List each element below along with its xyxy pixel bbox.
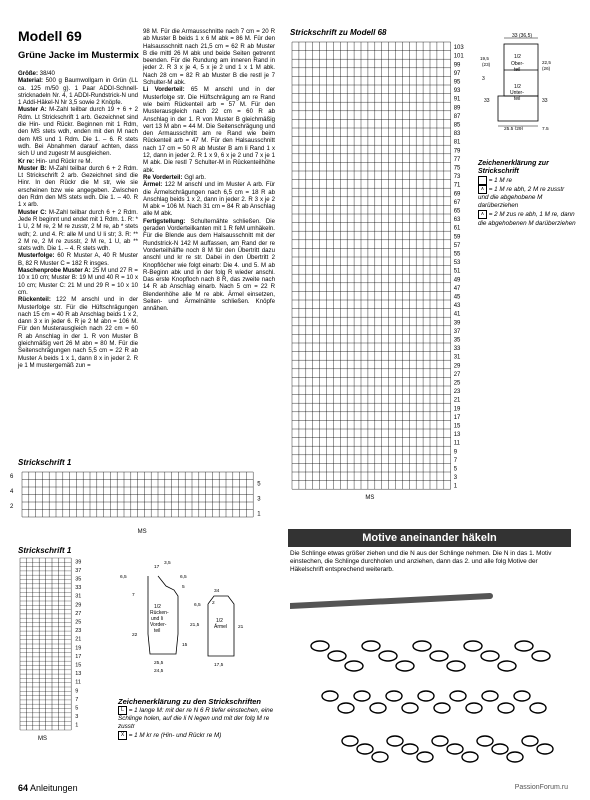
crochet-illustration xyxy=(290,586,572,776)
schematic-label: 1/2 xyxy=(514,84,521,90)
row-number: 103 xyxy=(453,45,464,52)
row-number: 19 xyxy=(75,645,82,652)
chain-stitch xyxy=(345,661,363,671)
ms-label: MS xyxy=(365,495,375,502)
row-number: 3 xyxy=(75,714,79,721)
chart68-grid xyxy=(290,38,476,514)
chain-stitch xyxy=(402,703,418,713)
chain-stitch xyxy=(492,744,508,754)
row-number: 5 xyxy=(257,481,261,488)
chain-stitch xyxy=(447,661,465,671)
legend-item: = 1 M re xyxy=(478,176,576,185)
chain-stitch xyxy=(464,641,482,651)
schematic-label: Rücken- xyxy=(150,610,169,616)
schematic-label: 25,5 (29) xyxy=(504,127,524,130)
chain-stitch xyxy=(362,641,380,651)
chart1-top-grid xyxy=(8,470,278,536)
schematic-label: 5 xyxy=(182,585,185,590)
paragraph-label: Re Vorderteil: xyxy=(143,173,183,181)
chain-stitch xyxy=(482,691,498,701)
row-number: 31 xyxy=(453,354,461,361)
row-number: 23 xyxy=(453,389,461,396)
row-number: 81 xyxy=(453,139,461,146)
row-number: 101 xyxy=(453,53,464,60)
row-number: 37 xyxy=(75,567,82,574)
long-stitch-icon: L xyxy=(118,706,127,715)
row-number: 47 xyxy=(453,285,461,292)
instruction-paragraph: Material: 500 g Baumwollgarn in Grün (LL ca. 125 m/50 g). 1 Paar ADDI-Schnell-stricknadeln Nr. 4, 1 ADDI-Rundstrick-N und 1 Addi-Häkel-N Nr 3,5 sowie 2 Knöpfe. xyxy=(18,77,138,107)
schematic-label: 7 xyxy=(132,593,135,598)
row-number: 49 xyxy=(453,277,461,284)
row-number: 4 xyxy=(10,489,14,495)
row-number: 27 xyxy=(75,610,82,617)
instruction-paragraph: Größe: 38/40 xyxy=(18,70,55,77)
watermark: PassionForum.ru xyxy=(514,784,568,791)
schematic-label: (26) xyxy=(542,66,551,71)
schematic-label: 25,5 xyxy=(154,661,164,666)
chain-stitch xyxy=(514,691,530,701)
instructions-column-1 xyxy=(18,70,138,369)
chain-stitch xyxy=(396,661,414,671)
page-number: 64 xyxy=(18,783,29,793)
instruction-paragraph: Fertigstellung: Schulternähte schließen. Die geraden Vorderteilkanten mit 1 R feM umhäkeln. Für die Blende aus dem Halsausschnitt mit der Rundstrick-N 142 M auffassen, am Rand der re Vorderteilhälfte noch 8 M für den Übertritt dazu anschl und kr re str. Dabei in den Übertritt 2 Knopflöcher wie folgt einarb: Die 4. und 5. M ab R-Beginn abk und in der folg R wieder anschl. Das erste Knopfloch nach 8 R, das zweite nach 14 R ab Anschlag einarb. Nach 5 cm = 22 R Blendenhöhe alle M re abk. Ärmel einsetzen, Seiten- und Ärmelnähte schließen. Knöpfe annähen. xyxy=(143,217,275,313)
instruction-paragraph: Muster A: M-Zahl teilbar durch 19 + 6 + 2 Rdm. Lt Strickschrift 1 arb. Gezeichnet sind die Hin- und Rückr. Beginnen mit 1 Rdm, den MS stets wdh, enden mit den M nach dem MS und 1 Rdm. Die 1. – 6. R stets wdh. Bei Abnahmen darauf achten, dass sich U und zugestr M ausgleichen. xyxy=(18,106,138,158)
schematic-label: 17 xyxy=(154,565,160,570)
row-number: 21 xyxy=(75,636,82,643)
schematic-label: 6,5 xyxy=(194,603,201,608)
instructions-column-2 xyxy=(143,28,275,313)
decrease-symbol-icon: ∧ xyxy=(478,185,487,194)
schematic-label: 1/2 xyxy=(216,618,223,624)
row-number: 89 xyxy=(453,105,461,112)
row-number: 99 xyxy=(453,62,461,69)
chain-stitch xyxy=(322,691,338,701)
row-number: 17 xyxy=(75,653,82,660)
row-number: 31 xyxy=(75,593,82,600)
chain-stitch xyxy=(354,691,370,701)
legend-bottom xyxy=(118,698,282,740)
row-number: 65 xyxy=(453,208,461,215)
instruction-paragraph: Ärmel: 122 M anschl und im Muster A arb. Für die Ärmelschrägungen nach 6,5 cm = 18 R ab Anschlag beids 1 x 2, dann in jeder 2. R 3 x je 2 M abk = 106 M. Nach 31 cm = 84 R ab Anschlag alle M abk. xyxy=(143,181,275,218)
schematic-label: 3 xyxy=(482,76,485,82)
row-number: 29 xyxy=(453,363,461,370)
chain-stitch xyxy=(386,691,402,701)
row-number: 29 xyxy=(75,602,82,609)
schematic-label: 6,5 xyxy=(120,575,127,580)
legend-item: X = 1 M kr re (Hin- und Rückr re M) xyxy=(118,731,282,740)
motive-instructions: Die Schlinge etwas größer ziehen und die N aus der Schlinge nehmen. Die N in das 1. Motiv einstechen, die Schlinge durchholen und anziehen, dann das 2. und alle folg Motive der Häkelschrift entsprechend weiterarb. xyxy=(290,550,552,573)
chain-stitch xyxy=(413,641,431,651)
row-number: 17 xyxy=(453,414,461,421)
row-number: 93 xyxy=(453,88,461,95)
row-number: 6 xyxy=(10,474,14,480)
row-number: 15 xyxy=(75,662,82,669)
row-number: 9 xyxy=(453,449,458,456)
row-number: 53 xyxy=(453,260,461,267)
schematic-label: 6,5 xyxy=(180,575,187,580)
schematic-label: 22,5 xyxy=(542,60,551,65)
chain-stitch xyxy=(370,703,386,713)
motive-banner: Motive aneinander häkeln xyxy=(288,529,571,547)
schematic-label: teil xyxy=(514,67,521,73)
row-number: 33 xyxy=(75,585,82,592)
row-number: 59 xyxy=(453,234,461,241)
chain-stitch xyxy=(342,736,358,746)
chain-stitch xyxy=(379,651,397,661)
garter-stitch-icon: X xyxy=(118,731,127,740)
row-number: 3 xyxy=(453,475,458,482)
schematic-label: 21 xyxy=(238,625,244,630)
legend-title: Zeichenerklärung zu den Strickschriften xyxy=(118,697,261,706)
chain-stitch xyxy=(387,736,403,746)
row-number: 39 xyxy=(453,320,461,327)
double-decrease-icon: ∧ xyxy=(478,210,487,219)
row-number: 13 xyxy=(75,671,82,678)
row-number: 39 xyxy=(75,559,82,566)
chain-stitch xyxy=(418,691,434,701)
schematic-label: teil xyxy=(154,628,161,634)
paragraph-label: Muster C: xyxy=(18,208,47,216)
chain-stitch xyxy=(450,691,466,701)
chain-stitch xyxy=(507,752,523,762)
chain-stitch xyxy=(515,641,533,651)
chain-stitch xyxy=(328,651,346,661)
schematic-label: Vorder- xyxy=(150,622,167,628)
paragraph-label: Kr re: xyxy=(18,157,35,165)
legend-item: ∧ = 1 M re abh, 2 M re zusstr und die abgehobene M darüberziehen xyxy=(478,186,565,210)
row-number: 41 xyxy=(453,311,461,318)
row-number: 21 xyxy=(453,397,461,404)
row-number: 69 xyxy=(453,191,461,198)
legend-item: ∧ = 2 M zus re abh, 1 M re, dann die abgehobenen M darüberziehen xyxy=(478,211,576,227)
legend-title: Zeichenerklärung zur Strickschrift xyxy=(478,160,549,175)
schematic-label: 17,5 xyxy=(214,663,224,668)
schematic-label: und li xyxy=(151,616,163,622)
schematic-label: teil xyxy=(514,96,521,102)
row-number: 35 xyxy=(453,337,461,344)
row-number: 2 xyxy=(10,504,14,510)
row-number: 95 xyxy=(453,79,461,86)
paragraph-label: Maschenprobe Muster A: xyxy=(18,267,91,275)
row-number: 71 xyxy=(453,182,461,189)
chain-stitch xyxy=(372,752,388,762)
row-number: 5 xyxy=(75,705,79,712)
row-number: 25 xyxy=(453,380,461,387)
paragraph-label: Material: xyxy=(18,77,44,85)
schematic-label: Ärmel xyxy=(214,624,228,630)
chain-stitch xyxy=(430,651,448,661)
paragraph-label: Li Vorderteil: xyxy=(143,86,185,94)
chain-stitch xyxy=(462,752,478,762)
chain-stitch xyxy=(498,703,514,713)
row-number: 43 xyxy=(453,303,461,310)
row-number: 85 xyxy=(453,122,461,129)
chain-stitch xyxy=(434,703,450,713)
row-number: 5 xyxy=(453,466,458,473)
schematic-label: 33 (36,5) xyxy=(512,33,533,39)
chain-stitch xyxy=(447,744,463,754)
instruction-paragraph: Musterfolge: 60 R Muster A, 40 R Muster B, 82 R Muster C = 182 R insges. xyxy=(18,252,138,267)
crochet-hook-icon xyxy=(290,596,490,606)
row-number: 57 xyxy=(453,242,461,249)
instruction-paragraph: Kr re: Hin- und Rückr re M. xyxy=(18,157,93,165)
footer xyxy=(18,783,78,793)
paragraph-label: Fertigstellung: xyxy=(143,217,186,225)
row-number: 77 xyxy=(453,156,461,163)
schematic-label: 34 xyxy=(214,589,220,594)
instruction-paragraph: Muster C: M-Zahl teilbar durch 6 + 2 Rdm. Jede R beginnt und endet mit 1 Rdm. 1. R: * 1 U, 2 M re, 2 M re zusstr, 2 M re, ab * stets wdh; 2. und 4. R: alle M und U li str; 3. R: ** 2 M re, 2 M re zusstr, 2 M re, 1 U, ab ** stets wdh. Die 1. – 4. R stets wdh. xyxy=(18,208,138,253)
row-number: 23 xyxy=(75,628,82,635)
row-number: 55 xyxy=(453,251,461,258)
legend-item: L = 1 lange M: mit der re N 6 R tiefer einstechen, eine Schlinge holen, auf die li N legen und mit der folg M re zusstr xyxy=(118,707,274,731)
instruction-paragraph: 98 M. Für die Armausschnitte nach 7 cm = 20 R ab Muster B beids 1 x 6 M abk = 86 M. Für den Halsausschnitt nach 21,5 cm = 62 R ab Muster B die mittl 26 M abk und beide Seiten getrennt beenden. Für die Rundung am inneren Rand in jeder 2. R 3 x je 4, 5 x je 2 und 1 x 1 M abk. Nach 28 cm = 82 R ab Muster B die restl je 7 Schulter-M abk. xyxy=(143,28,275,87)
ms-label: MS xyxy=(38,736,47,742)
schematic-label: 21,5 xyxy=(190,623,200,628)
instruction-paragraph: Muster B: M-Zahl teilbar durch 6 + 2 Rdm. Lt Strickschrift 2 arb. Gezeichnet sind die Hinr. In den Rückr die M str, wie sie erscheinen bzw wie angegeben. Zwischen den Rdm den MS stets wdh. Die 1. – 40. R 1 x arb. xyxy=(18,164,138,209)
row-number: 7 xyxy=(453,457,458,464)
chart1-top-title: Strickschrift 1 xyxy=(18,458,72,467)
instruction-paragraph: Maschenprobe Muster A: 25 M und 27 R = 10 x 10 cm; Muster B: 19 M und 40 R = 10 x 10 cm; Muster C: 21 M und 29 R = 10 x 10 cm. xyxy=(18,267,138,296)
legend-chart68 xyxy=(478,160,576,228)
row-number: 37 xyxy=(453,328,461,335)
section-name: Anleitungen xyxy=(30,783,78,793)
schematic-label: 24,5 xyxy=(154,669,164,674)
row-number: 97 xyxy=(453,70,461,77)
model-title: Modell 69 xyxy=(18,28,82,44)
row-number: 1 xyxy=(257,511,261,518)
chart68-title: Strickschrift zu Modell 68 xyxy=(290,28,387,37)
row-number: 51 xyxy=(453,268,461,275)
row-number: 15 xyxy=(453,423,461,430)
schematic-label: 3,5 xyxy=(164,561,171,566)
chain-stitch xyxy=(338,703,354,713)
chain-stitch xyxy=(530,703,546,713)
chain-stitch xyxy=(537,744,553,754)
row-number: 1 xyxy=(453,483,458,490)
paragraph-label: Muster B: xyxy=(18,164,47,172)
schematic-label: 1/2 xyxy=(154,604,161,610)
schematic-label: 15 xyxy=(182,643,188,648)
row-number: 7 xyxy=(75,696,79,703)
paragraph-label: Muster A: xyxy=(18,106,47,114)
row-number: 9 xyxy=(75,688,79,695)
chain-stitch xyxy=(311,641,329,651)
model-subtitle: Grüne Jacke im Mustermix xyxy=(18,50,139,61)
schematic-label: 33 xyxy=(542,98,548,104)
chain-stitch xyxy=(357,744,373,754)
row-number: 45 xyxy=(453,294,461,301)
row-number: 33 xyxy=(453,346,461,353)
row-number: 75 xyxy=(453,165,461,172)
paragraph-label: Größe: xyxy=(18,70,38,77)
chart1-left-title: Strickschrift 1 xyxy=(18,546,72,555)
schematic-jacket-body xyxy=(476,30,586,130)
schematic-back-sleeve xyxy=(118,556,280,676)
row-number: 87 xyxy=(453,113,461,120)
row-number: 67 xyxy=(453,199,461,206)
row-number: 19 xyxy=(453,406,461,413)
paragraph-label: Rückenteil: xyxy=(18,296,51,304)
schematic-label: 19,5 xyxy=(480,56,489,61)
row-number: 3 xyxy=(257,496,261,503)
chain-stitch xyxy=(481,651,499,661)
chain-stitch xyxy=(498,661,516,671)
chain-stitch xyxy=(432,736,448,746)
chain-stitch xyxy=(477,736,493,746)
row-number: 11 xyxy=(453,440,460,447)
row-number: 11 xyxy=(75,679,81,686)
paragraph-label: Ärmel: xyxy=(143,181,163,189)
row-number: 35 xyxy=(75,576,82,583)
chain-stitch xyxy=(466,703,482,713)
row-number: 61 xyxy=(453,225,461,232)
chain-stitch xyxy=(402,744,418,754)
schematic-label: (23) xyxy=(482,62,491,67)
row-number: 83 xyxy=(453,131,461,138)
knit-stitch-icon xyxy=(478,176,487,185)
row-number: 73 xyxy=(453,174,461,181)
ms-label: MS xyxy=(137,529,147,535)
row-number: 27 xyxy=(453,371,461,378)
row-number: 25 xyxy=(75,619,82,626)
instruction-paragraph: Li Vorderteil: 65 M anschl und in der Musterfolge str. Die Hüftschrägung am re Rand wie beim Rückenteil arb = 57 M. Für den Musterausgleich nach 22 cm = 60 R ab Anschlag in der 1. R von Muster B gleichmäßig vert 13 M abn = 44 M. Die Seitenschrägung und den Armausschnitt am re Rand wie beim Rückenteil arb = 47 M. Für den Halsausschnitt nach 17 cm = 50 R ab Muster B am li Rand 1 x 12, dann in jeder 2. R 1 x 9, 6 x je 2 und 7 x je 1 M abk. Die restl 7 Schulter-M in Rückenteilhöhe abk. xyxy=(143,86,275,174)
schematic-label: 7,5 xyxy=(542,127,549,130)
instruction-paragraph: Re Vorderteil: Ggl arb. xyxy=(143,173,206,181)
schematic-label: 33 xyxy=(484,98,490,104)
instruction-paragraph: Rückenteil: 122 M anschl und in der Musterfolge str. Für die Hüftschrägungen nach 15 cm = 40 R ab Anschlag beids 1 x 2, dann 3 x in jeder 6. R je 2 M abn = 106 M. Für den Musterausgleich nach 22 cm = 60 R ab Anschlag in der 1. R von Muster B gleichmäßig vert 26 M abn = 80 M. Für die Seitenschrägungen nach 5,5 cm = 22 R ab Muster A beids 1 x 1, dann 8 x in jeder 2. R je 1 M mustergemäß zun = xyxy=(18,296,138,369)
row-number: 79 xyxy=(453,148,461,155)
schematic-label: 1/2 xyxy=(514,54,521,60)
row-number: 63 xyxy=(453,217,461,224)
chain-stitch xyxy=(417,752,433,762)
chain-stitch xyxy=(522,736,538,746)
schematic-label: Unter- xyxy=(510,90,524,96)
schematic-label: 22 xyxy=(132,633,138,638)
row-number: 1 xyxy=(75,722,79,729)
paragraph-label: Musterfolge: xyxy=(18,252,55,260)
schematic-label: Ober- xyxy=(511,61,524,67)
chain-stitch xyxy=(532,651,550,661)
schematic-label: 2 xyxy=(212,601,215,606)
row-number: 13 xyxy=(453,432,461,439)
chart1-left-grid xyxy=(18,556,108,744)
row-number: 91 xyxy=(453,96,461,103)
